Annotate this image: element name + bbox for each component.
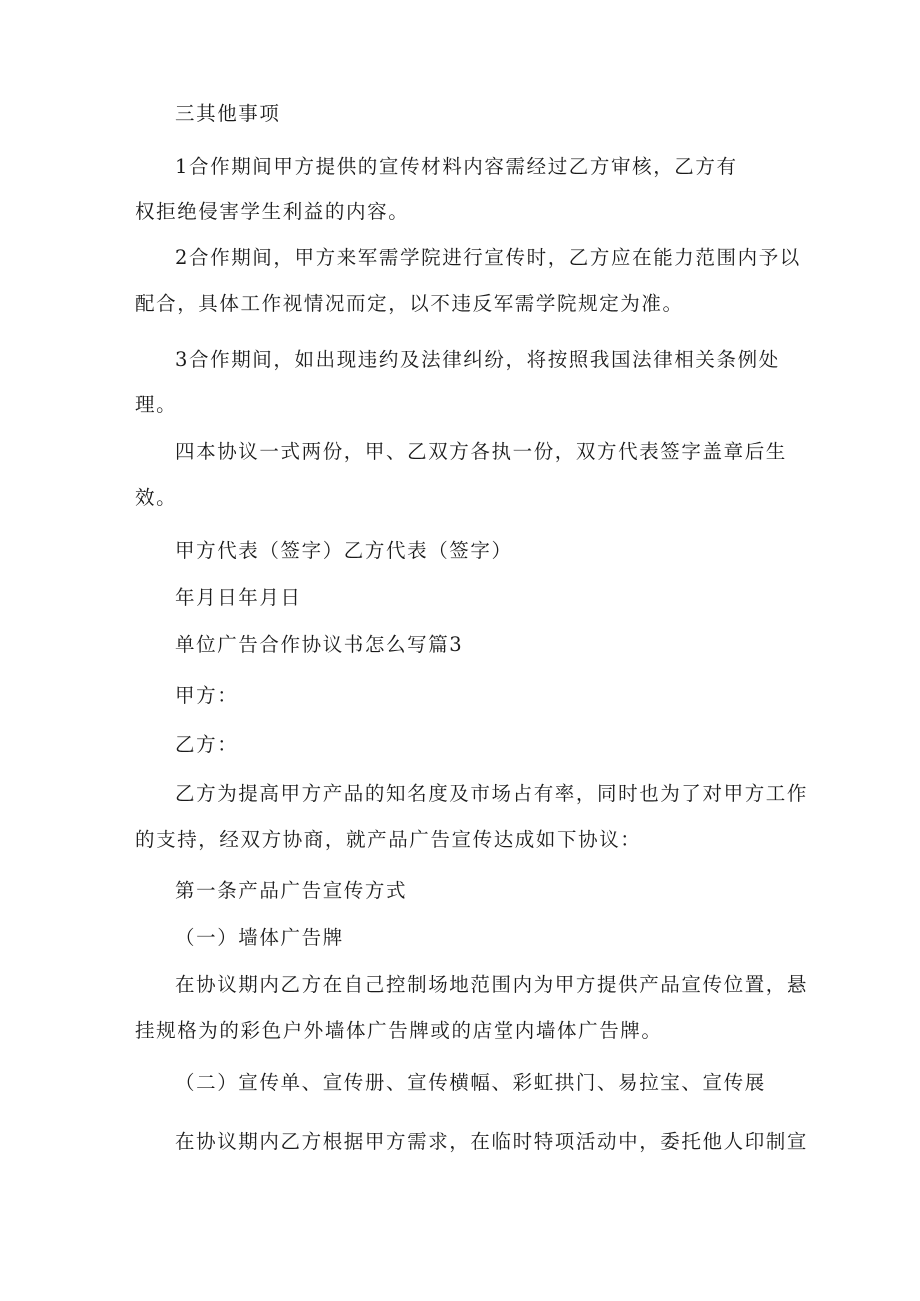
paragraph-line: 配合，具体工作视情况而定，以不违反军需学院规定为准。 [135, 292, 684, 315]
clause-heading: 第一条产品广告宣传方式 [175, 879, 408, 902]
section-heading-other-matters: 三其他事项 [175, 102, 281, 125]
paragraph-line: 2合作期间，甲方来军需学院进行宣传时，乙方应在能力范围内予以 [175, 246, 801, 269]
paragraph-line: 3合作期间，如出现违约及法律纠纷，将按照我国法律相关条例处 [175, 348, 780, 371]
sub-clause-heading: （二）宣传单、宣传册、宣传横幅、彩虹拱门、易拉宝、宣传展 [175, 1071, 766, 1094]
party-b-line: 乙方： [175, 733, 239, 756]
paragraph-line: 在协议期内乙方根据甲方需求，在临时特项活动中，委托他人印制宣 [175, 1130, 809, 1153]
paragraph-line: 效。 [135, 486, 178, 509]
paragraph-line: 的支持，经双方协商，就产品广告宣传达成如下协议： [135, 828, 642, 851]
paragraph-line: 权拒绝侵害学生利益的内容。 [135, 200, 410, 223]
paragraph-line: 理。 [135, 393, 178, 416]
party-a-line: 甲方： [175, 684, 239, 707]
paragraph-line: 1合作期间甲方提供的宣传材料内容需经过乙方审核，乙方有 [175, 155, 738, 178]
date-line: 年月日年月日 [175, 586, 302, 609]
sub-clause-heading: （一）墙体广告牌 [175, 926, 344, 949]
signature-line: 甲方代表（签字）乙方代表（签字） [175, 539, 513, 562]
paragraph-line: 挂规格为的彩色户外墙体广告牌或的店堂内墙体广告牌。 [135, 1019, 663, 1042]
article-title: 单位广告合作协议书怎么写篇3 [175, 633, 464, 656]
paragraph-line: 四本协议一式两份，甲、乙双方各执一份，双方代表签字盖章后生 [175, 440, 787, 463]
paragraph-line: 在协议期内乙方在自己控制场地范围内为甲方提供产品宣传位置，悬 [175, 973, 809, 996]
paragraph-line: 乙方为提高甲方产品的知名度及市场占有率，同时也为了对甲方工作 [175, 782, 809, 805]
